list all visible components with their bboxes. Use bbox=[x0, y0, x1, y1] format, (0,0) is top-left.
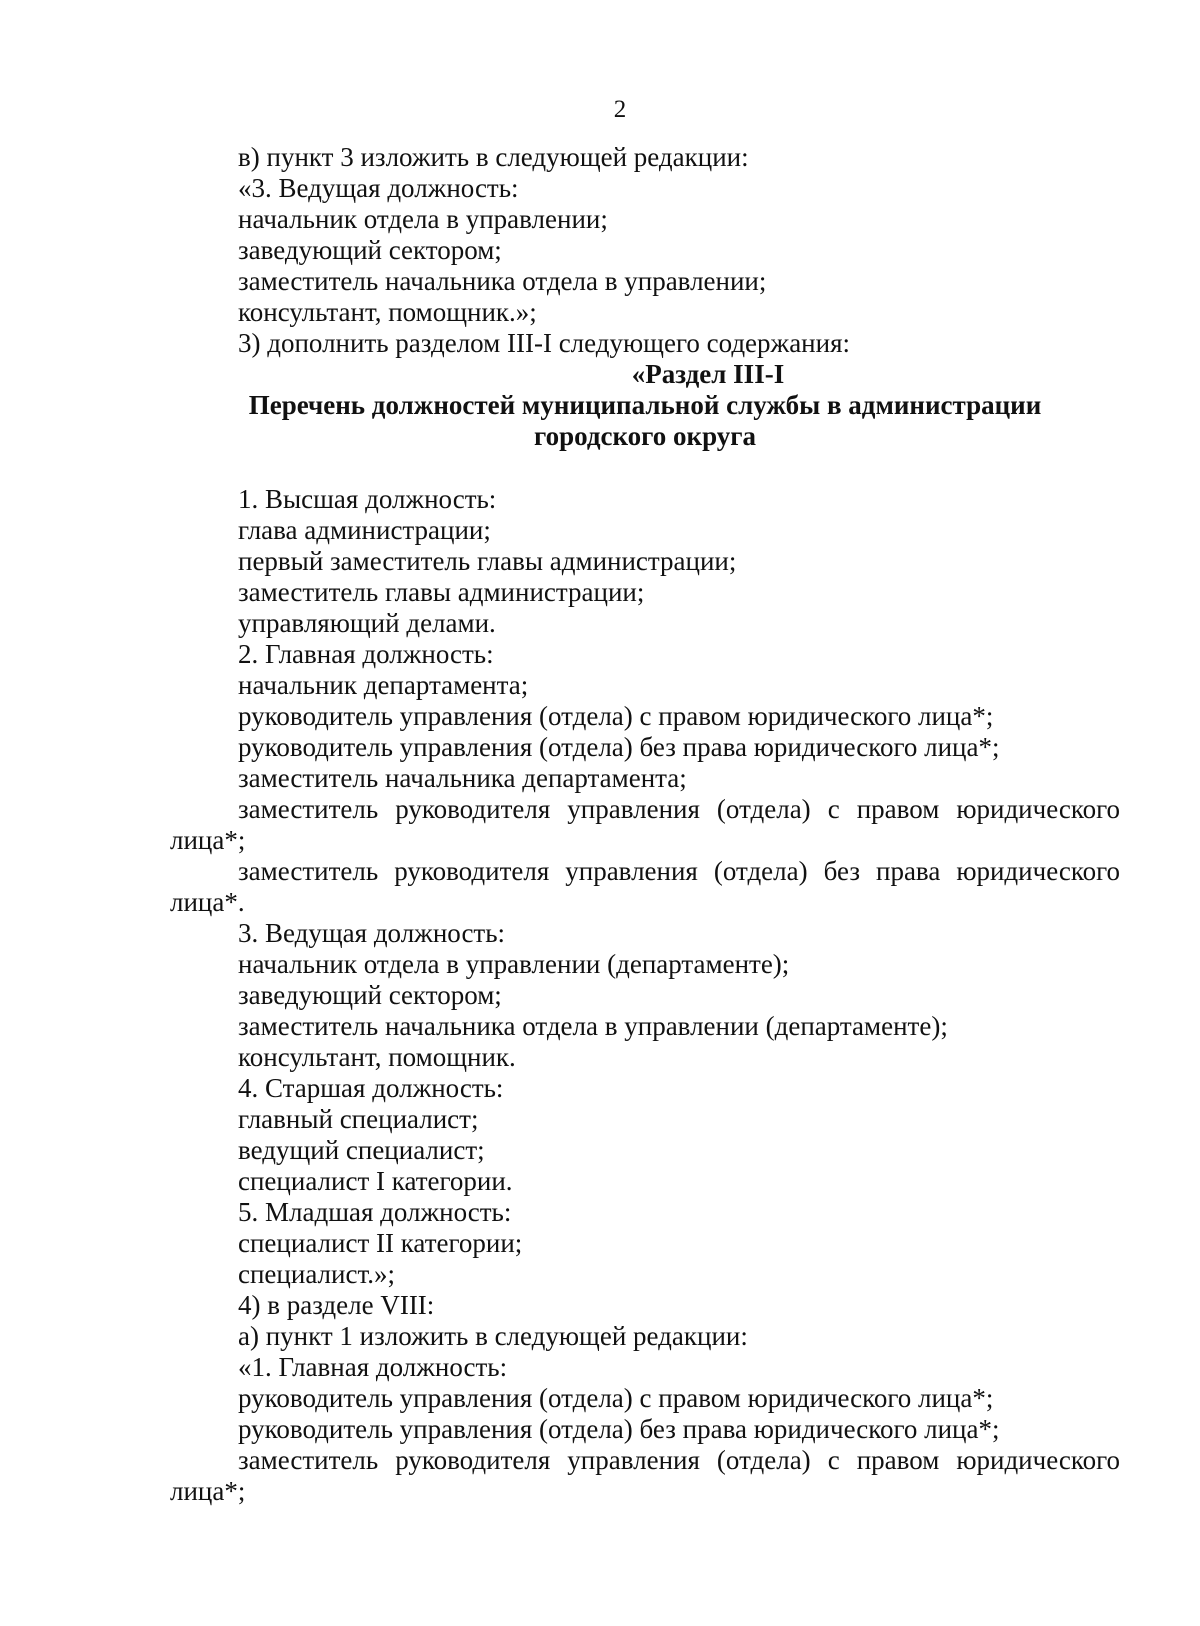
section-heading-subtitle: городского округа bbox=[534, 421, 756, 451]
section-heading-subtitle: Перечень должностей муниципальной службы в администрации bbox=[248, 390, 1042, 420]
list-item: консультант, помощник. bbox=[238, 1042, 516, 1072]
list-item: заместитель начальника департамента; bbox=[238, 763, 687, 793]
list-item: ведущий специалист; bbox=[238, 1135, 485, 1165]
list-item: специалист II категории; bbox=[238, 1228, 523, 1258]
list-item: начальник отдела в управлении (департаменте); bbox=[238, 949, 790, 979]
list-item: начальник департамента; bbox=[238, 670, 529, 700]
sub-item-v: в) пункт 3 изложить в следующей редакции: bbox=[238, 142, 749, 172]
list-item: «3. Ведущая должность: bbox=[238, 173, 519, 203]
list-item: руководитель управления (отдела) без права юридического лица*; bbox=[238, 1414, 1000, 1444]
page-number: 2 bbox=[613, 96, 627, 123]
list-item: специалист.»; bbox=[238, 1259, 395, 1289]
spacer bbox=[170, 452, 1120, 484]
list-item: а) пункт 1 изложить в следующей редакции: bbox=[238, 1321, 748, 1351]
section-heading-title: «Раздел III-I bbox=[631, 359, 785, 389]
wrapped-list-item: заместитель руководителя управления (отдела) с правом юридического лица*; bbox=[170, 794, 1120, 855]
list-item: консультант, помощник.»; bbox=[238, 297, 537, 327]
list-item: «1. Главная должность: bbox=[238, 1352, 508, 1382]
list-item: начальник отдела в управлении; bbox=[238, 204, 608, 234]
list-item: заместитель начальника отдела в управлении (департаменте); bbox=[238, 1011, 948, 1041]
list-item: руководитель управления (отдела) без права юридического лица*; bbox=[238, 732, 1000, 762]
list-item: 4. Старшая должность: bbox=[238, 1073, 504, 1103]
list-item: управляющий делами. bbox=[238, 608, 496, 638]
list-item: главный специалист; bbox=[238, 1104, 479, 1134]
list-item: руководитель управления (отдела) с правом юридического лица*; bbox=[238, 1383, 994, 1413]
list-item: руководитель управления (отдела) с правом юридического лица*; bbox=[238, 701, 994, 731]
list-item: 3) дополнить разделом III-I следующего содержания: bbox=[238, 328, 850, 358]
list-item: 1. Высшая должность: bbox=[238, 484, 497, 514]
list-item: заместитель начальника отдела в управлении; bbox=[238, 266, 767, 296]
wrapped-list-item: заместитель руководителя управления (отдела) с правом юридического лица*; bbox=[170, 1445, 1120, 1506]
list-item: 5. Младшая должность: bbox=[238, 1197, 512, 1227]
list-item: 3. Ведущая должность: bbox=[238, 918, 506, 948]
list-item: заведующий сектором; bbox=[238, 980, 502, 1010]
list-item: 4) в разделе VIII: bbox=[238, 1290, 435, 1320]
wrapped-list-item: заместитель руководителя управления (отдела) без права юридического лица*. bbox=[170, 856, 1120, 917]
list-item: первый заместитель главы администрации; bbox=[238, 546, 737, 576]
list-item: специалист I категории. bbox=[238, 1166, 513, 1196]
list-item: заместитель главы администрации; bbox=[238, 577, 645, 607]
document-body bbox=[170, 142, 1120, 1507]
list-item: заведующий сектором; bbox=[238, 235, 502, 265]
list-item: 2. Главная должность: bbox=[238, 639, 494, 669]
list-item: глава администрации; bbox=[238, 515, 491, 545]
